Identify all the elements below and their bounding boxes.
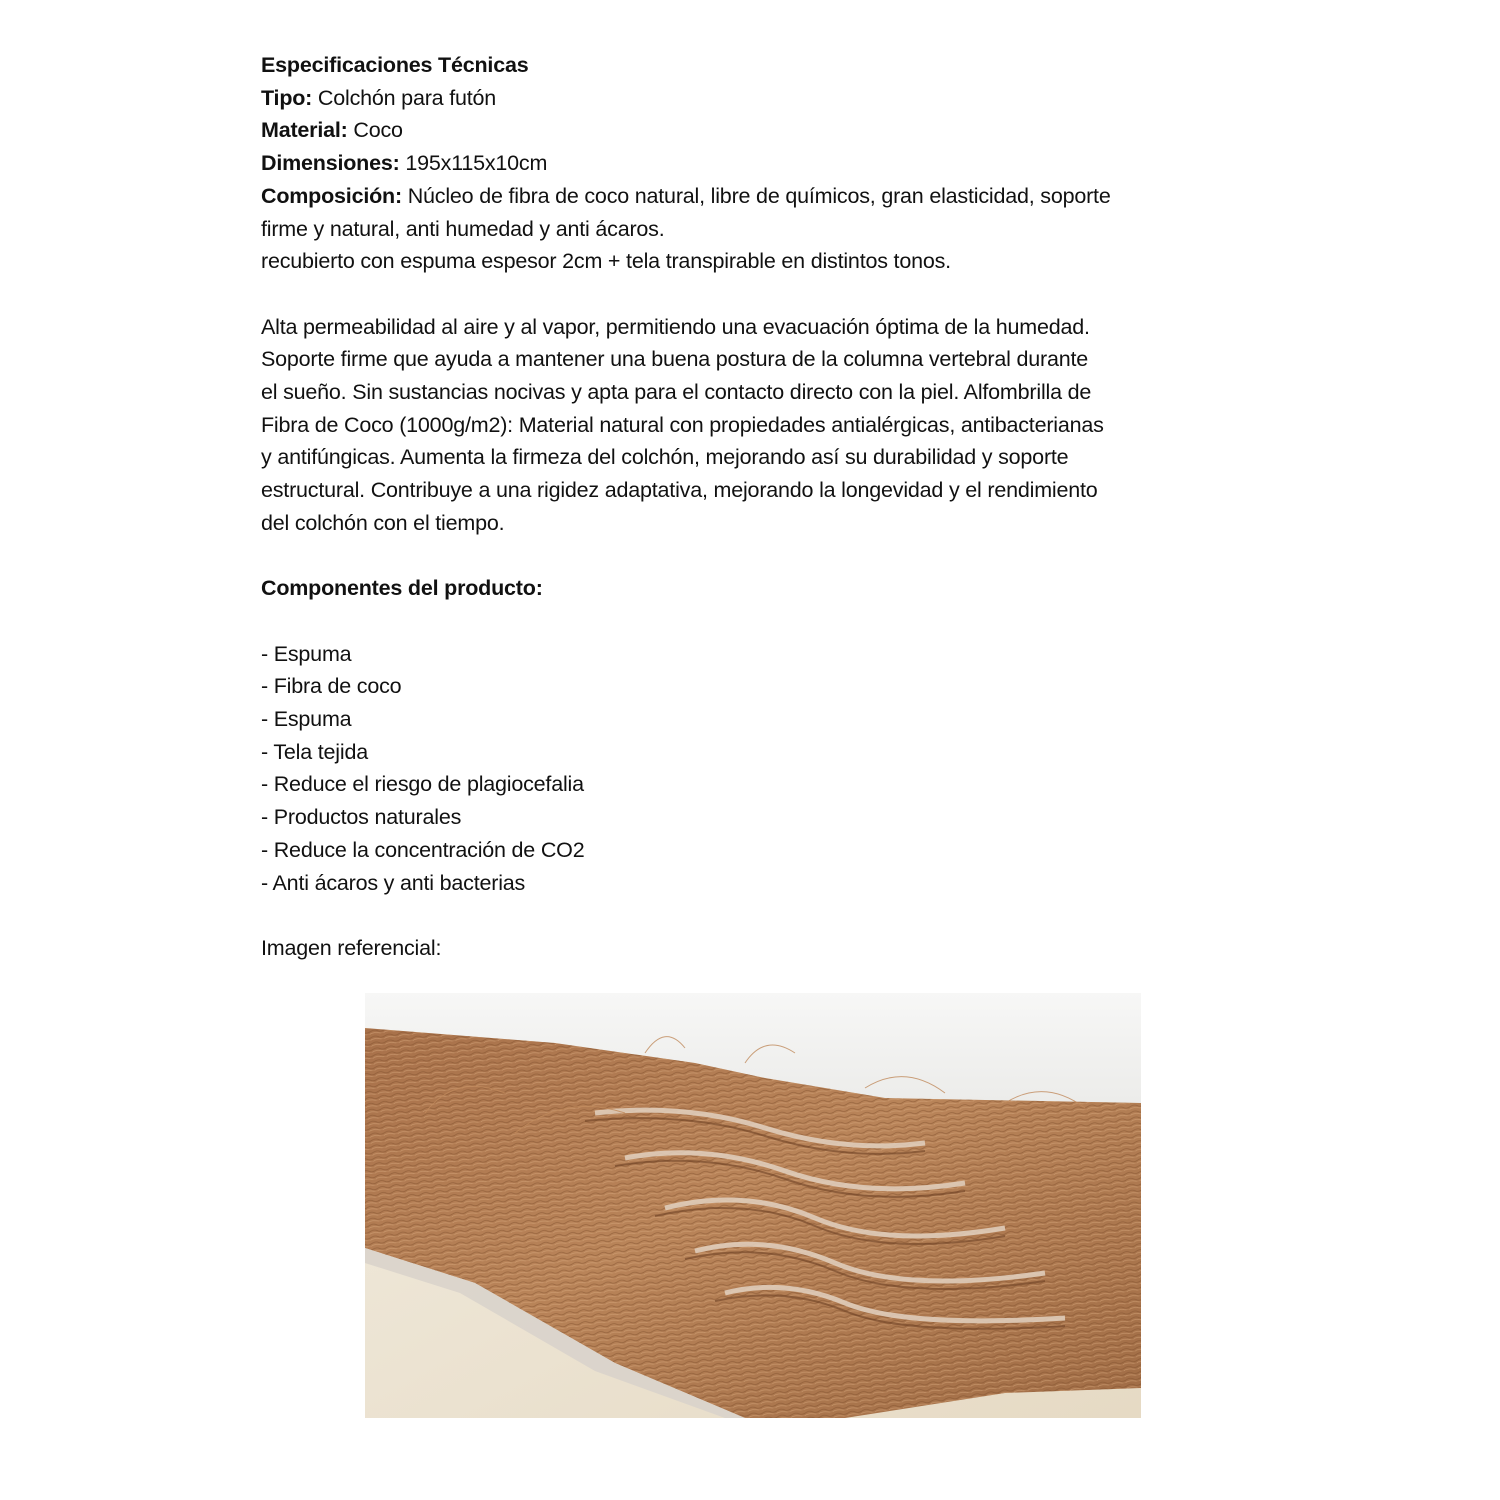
list-item: - Tela tejida xyxy=(261,739,368,764)
spec-row-dimensiones xyxy=(261,147,1251,180)
spacer xyxy=(261,899,1251,932)
spec-label: Dimensiones: xyxy=(261,151,400,176)
mattress-illustration xyxy=(365,993,1141,1418)
list-item: - Fibra de coco xyxy=(261,674,402,699)
spec-value: Núcleo de fibra de coco natural, libre de químicos, gran elasticidad, soporte xyxy=(401,183,1111,208)
composition-continued: firme y natural, anti humedad y anti ácaros. xyxy=(261,216,665,241)
components-list xyxy=(261,638,1251,900)
spec-row-tipo xyxy=(261,82,1251,115)
list-item: - Productos naturales xyxy=(261,805,462,830)
description-line: y antifúngicas. Aumenta la firmeza del colchón, mejorando así su durabilidad y soporte xyxy=(261,445,1069,470)
spec-value: Coco xyxy=(347,118,403,143)
spec-label: Composición: xyxy=(261,183,402,208)
description-line: estructural. Contribuye a una rigidez adaptativa, mejorando la longevidad y el rendimiento xyxy=(261,478,1098,503)
coconut-mattress-photo xyxy=(365,993,1141,1418)
spec-label: Material: xyxy=(261,118,348,143)
components-heading: Componentes del producto: xyxy=(261,576,543,601)
spec-label: Tipo: xyxy=(261,85,313,110)
coating-text: recubierto con espuma espesor 2cm + tela transpirable en distintos tonos. xyxy=(261,249,951,274)
description-line: del colchón con el tiempo. xyxy=(261,510,505,535)
list-item: - Espuma xyxy=(261,641,352,666)
list-item: - Reduce la concentración de CO2 xyxy=(261,837,585,862)
list-item: - Anti ácaros y anti bacterias xyxy=(261,870,526,895)
description-paragraph xyxy=(261,311,1251,540)
spacer xyxy=(261,278,1251,311)
spec-value: Colchón para futón xyxy=(312,85,497,110)
specs-title: Especificaciones Técnicas xyxy=(261,53,529,77)
spec-value: 195x115x10cm xyxy=(399,151,548,176)
spacer xyxy=(261,605,1251,638)
description-line: Fibra de Coco (1000g/m2): Material natural con propiedades antialérgicas, antibacterianas xyxy=(261,412,1104,437)
spec-row-composicion xyxy=(261,180,1251,213)
list-item: - Espuma xyxy=(261,707,352,732)
description-line: el sueño. Sin sustancias nocivas y apta para el contacto directo con la piel. Alfombrilla de xyxy=(261,380,1092,405)
spec-row-material xyxy=(261,114,1251,147)
description-line: Soporte firme que ayuda a mantener una buena postura de la columna vertebral durante xyxy=(261,347,1089,372)
reference-image-label: Imagen referencial: xyxy=(261,935,442,960)
product-spec-document xyxy=(261,49,1251,965)
description-line: Alta permeabilidad al aire y al vapor, permitiendo una evacuación óptima de la humedad. xyxy=(261,314,1090,339)
spacer xyxy=(261,540,1251,573)
list-item: - Reduce el riesgo de plagiocefalia xyxy=(261,772,584,797)
